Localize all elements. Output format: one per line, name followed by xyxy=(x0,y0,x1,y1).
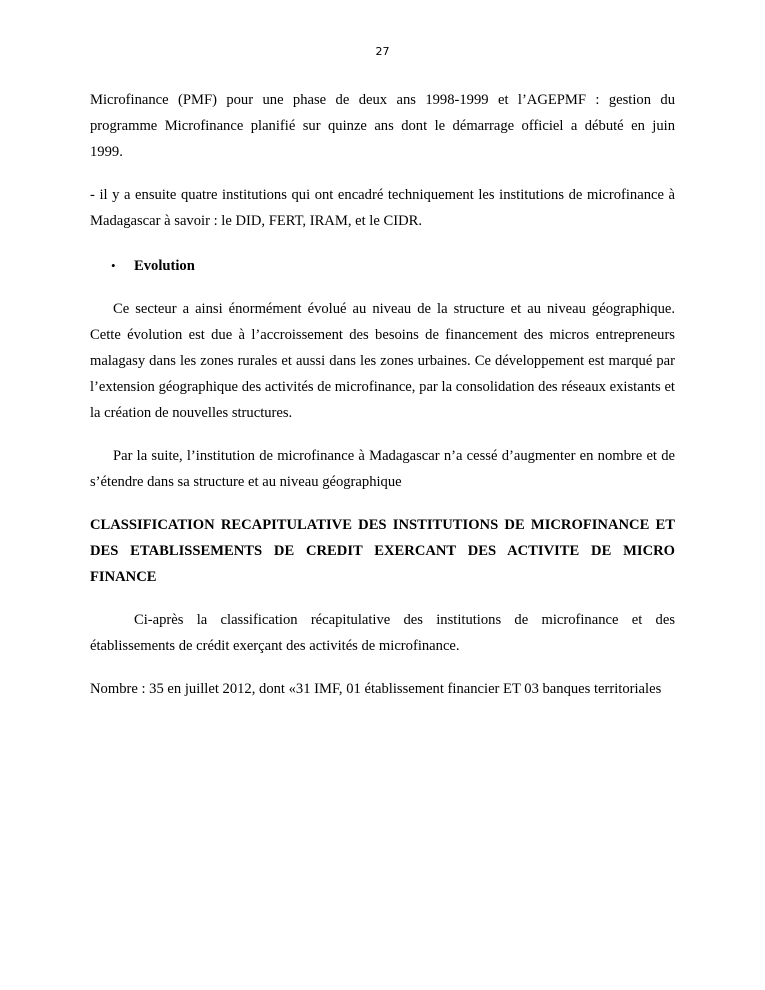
bullet-icon: • xyxy=(111,258,116,273)
document-body xyxy=(90,87,675,702)
paragraph-evolution: Ce secteur a ainsi énormément évolué au niveau de la structure et au niveau géographique. Cette évolution est due à l’accroissement des besoins de financement des micros entrepreneurs malagasy dans les zones rurales et aussi dans les zones urbaines. Ce développement est marqué par l’extension géographique des activités de microfinance, par la consolidation des réseaux existants et la création de nouvelles structures. xyxy=(90,301,675,421)
bullet-label: Evolution xyxy=(134,258,195,274)
bullet-evolution xyxy=(90,253,675,279)
paragraph-pmf-line-1: Microfinance (PMF) pour une phase de deux ans 1998-1999 et l’AGEPMF : gestion du xyxy=(90,92,675,108)
paragraph-pmf-line-2: programme Microfinance planifié sur quinze ans dont le démarrage officiel a débuté en juin xyxy=(90,118,675,134)
paragraph-pmf-line-3: 1999. xyxy=(90,144,123,160)
section-heading: CLASSIFICATION RECAPITULATIVE DES INSTITUTIONS DE MICROFINANCE ET DES ETABLISSEMENTS DE CREDIT EXERCANT DES ACTIVITE DE MICRO FINANCE xyxy=(90,517,675,585)
paragraph-classification: Ci-après la classification récapitulative des institutions de microfinance et des établissements de crédit exerçant des activités de microfinance. xyxy=(90,612,675,654)
paragraph-nombre: Nombre : 35 en juillet 2012, dont «31 IMF, 01 établissement financier ET 03 banques territoriales xyxy=(90,681,662,697)
paragraph-pmf xyxy=(90,87,675,165)
page-number: 27 xyxy=(375,45,390,58)
paragraph-suite: Par la suite, l’institution de microfinance à Madagascar n’a cessé d’augmenter en nombre et de s’étendre dans sa structure et au niveau géographique xyxy=(90,448,675,490)
paragraph-institutions: - il y a ensuite quatre institutions qui ont encadré techniquement les institutions de microfinance à Madagascar à savoir : le DID, FERT, IRAM, et le CIDR. xyxy=(90,187,675,229)
